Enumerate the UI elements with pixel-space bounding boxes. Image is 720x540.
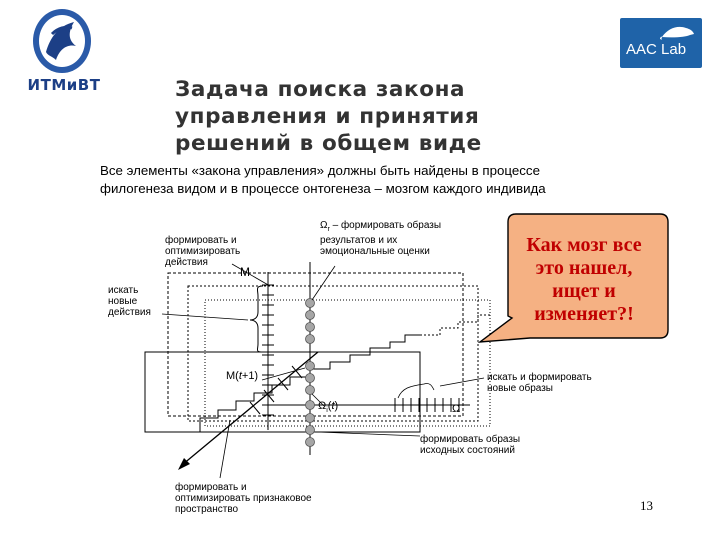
pointer-omega-r [312, 266, 335, 300]
staircase-dashed-line [420, 315, 490, 335]
label-search-actions: искать новые действия [108, 285, 151, 318]
itmivt-logo-text: ИТМиВТ [27, 76, 101, 94]
label-omega: Ω [452, 403, 461, 415]
horizontal-brace [398, 383, 434, 398]
outer-box-solid [145, 352, 420, 432]
title-line-1: Задача поиска закона [175, 77, 466, 102]
pointer-search-images [440, 378, 484, 386]
brace [250, 286, 263, 352]
title-line-3: решений в общем виде [175, 131, 482, 156]
label-search-images: искать и формировать новые образы [487, 372, 592, 394]
label-initial-states: формировать образы исходных состояний [420, 434, 521, 456]
label-M: М [240, 265, 250, 279]
label-omega-i: $\Omega_i(t)$ [318, 400, 339, 415]
subtitle-line-2: филогенеза видом и в процессе онтогенеза – мозгом каждого индивида [100, 181, 546, 196]
box-dashed-3 [205, 300, 490, 426]
callout-text: Как мозг все это нашел, ищет и изменяет?! [526, 234, 642, 325]
label-feature-space: формировать и оптимизировать признаковое пространство [175, 482, 312, 515]
aac-lab-text: AAC Lab [626, 41, 687, 58]
diagonal-axis [182, 352, 318, 465]
subtitle-line-1: Все элементы «закона управления» должны быть найдены в процессе [100, 163, 540, 178]
label-optimize-actions: формировать и оптимизировать действия [165, 235, 241, 268]
pointer-initial-states [318, 432, 420, 436]
label-omega-r: $\Omega_r$ – формировать образы результатов и их эмоциональные оценки [320, 220, 442, 257]
page-number: 13 [640, 498, 653, 513]
title-line-2: управления и принятия [175, 104, 480, 129]
label-mt1: М(t+1) [226, 370, 259, 382]
